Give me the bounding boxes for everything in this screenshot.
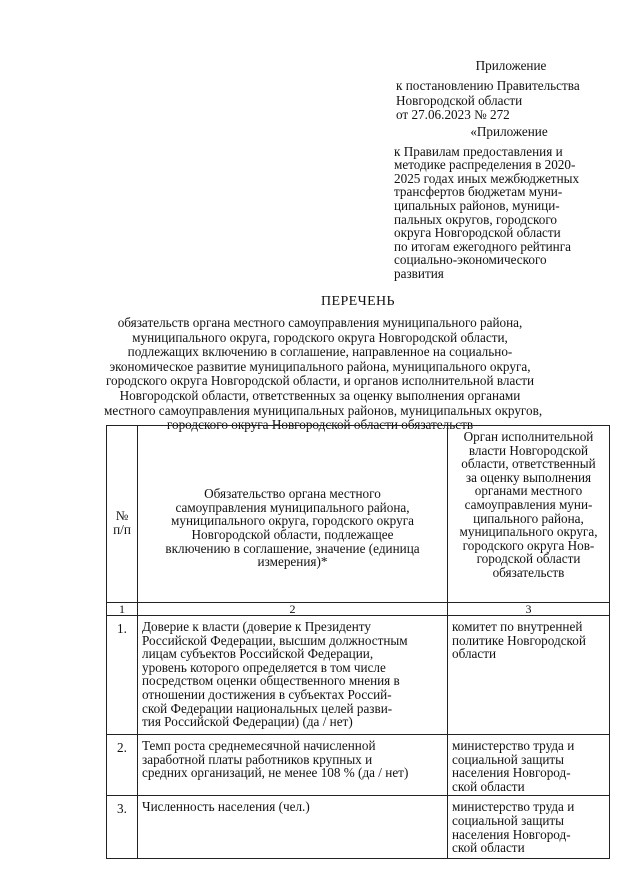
organ-line: населения Новгород- <box>452 826 571 842</box>
document-subtitle <box>104 315 543 433</box>
header-obligation-line: включению в соглашение, значение (единица <box>165 540 420 556</box>
header-organ-line: Орган исполнительной <box>463 429 594 444</box>
column-number: 3 <box>448 603 610 616</box>
obligation-line: средних организаций, не менее 108 % (да / нет) <box>142 765 409 781</box>
subtitle-line: подлежащих включению в соглашение, направленное на социально- <box>127 344 513 360</box>
header-obligation-line: самоуправления муниципального района, <box>175 499 410 515</box>
rules-line: округа Новгородской области <box>394 225 561 241</box>
document-title: ПЕРЕЧЕНЬ <box>321 294 395 309</box>
organ-line: политике Новгородской <box>452 632 586 648</box>
resolution-line: от 27.06.2023 № 272 <box>396 106 510 122</box>
table-row <box>107 616 610 735</box>
organ-line: министерство труда и <box>452 738 575 753</box>
subtitle-line: городского округа Новгородской области, и органов исполнительной власти <box>105 373 535 389</box>
organ-line: социальной защиты <box>452 812 565 828</box>
rules-line: социально-экономического <box>394 252 547 268</box>
obligation-line: уровень которого определяется в том числе <box>142 659 386 675</box>
header-obligation-line: муниципального округа, городского округа <box>171 513 414 529</box>
subtitle-line: экономическое развитие муниципального района, муниципального округа, <box>109 358 531 374</box>
table-row <box>107 796 610 859</box>
row-organ <box>448 796 610 859</box>
obligation-line: Российской Федерации, высшим должностным <box>142 632 408 648</box>
subtitle-line: местного самоуправления муниципальных районов, муниципальных округов, <box>104 402 543 418</box>
rules-line: ципальных районов, муници- <box>394 197 560 213</box>
row-obligation <box>138 616 448 735</box>
header-organ-line: обязательств <box>492 564 565 580</box>
row-obligation <box>138 796 448 859</box>
obligations-table <box>106 425 610 859</box>
header-num-line: № <box>115 508 129 524</box>
header-organ-line: области, ответственный <box>461 456 596 472</box>
header-organ-line: за оценку выполнения <box>465 469 592 485</box>
obligation-line: Доверие к власти (доверие к Президенту <box>142 619 371 634</box>
appendix-header <box>396 59 626 122</box>
organ-line: ской области <box>452 840 525 856</box>
subtitle-line: обязательств органа местного самоуправления муниципального района, <box>117 315 523 330</box>
organ-line: ской области <box>452 778 525 794</box>
organ-line: министерство труда и <box>452 799 575 815</box>
rules-line: методике распределения в 2020- <box>394 157 576 173</box>
table-header-row <box>107 426 610 603</box>
header-organ-line: органами местного <box>474 483 583 499</box>
column-number: 1 <box>107 603 138 616</box>
row-number: 2. <box>107 735 138 796</box>
obligation-line: ской Федерации национальных целей разви- <box>142 700 393 716</box>
resolution-line: к постановлению Правительства <box>396 78 580 94</box>
obligation-line: заработной платы работников крупных и <box>142 751 373 767</box>
header-num <box>107 426 138 603</box>
subtitle-line: муниципального округа, городского округа Новгородской области, <box>132 329 508 345</box>
header-organ-line: муниципального округа, <box>459 524 598 540</box>
organ-line: населения Новгород- <box>452 765 571 781</box>
appendix-label: Приложение <box>475 58 547 73</box>
organ-line: области <box>452 646 497 662</box>
column-number-row <box>107 603 610 616</box>
obligation-line: Темп роста среднемесячной начисленной <box>142 738 376 753</box>
header-obligation-line: Новгородской области, подлежащее <box>191 527 394 542</box>
organ-line: социальной защиты <box>452 751 565 767</box>
rules-line: развития <box>394 265 444 281</box>
organ-line: комитет по внутренней <box>452 619 583 634</box>
obligation-line: отношении достижения в субъектах Россий- <box>142 686 392 702</box>
header-num-line: п/п <box>113 522 131 537</box>
column-number: 2 <box>138 603 448 616</box>
header-organ-line: городской области <box>476 551 581 567</box>
header-organ-line: городского округа Нов- <box>462 537 595 553</box>
header-organ-line: самоуправления муни- <box>464 496 593 512</box>
obligation-line: посредством оценки общественного мнения в <box>142 673 400 689</box>
obligation-line: тия Российской Федерации) (да / нет) <box>142 714 353 730</box>
row-number: 1. <box>107 616 138 735</box>
rules-appendix-label: «Приложение <box>470 124 548 139</box>
row-number: 3. <box>107 796 138 859</box>
header-obligation-line: измерения)* <box>257 554 328 570</box>
header-organ-line: власти Новгородской <box>468 442 589 458</box>
rules-appendix-header <box>394 125 624 281</box>
header-organ-line: ципального района, <box>473 510 584 526</box>
subtitle-line: Новгородской области, ответственных за оценку выполнения органами <box>119 387 521 403</box>
rules-line: 2025 годах иных межбюджетных <box>394 170 580 186</box>
obligation-line: лицам субъектов Российской Федерации, <box>142 646 374 662</box>
obligation-line: Численность населения (чел.) <box>142 799 310 815</box>
rules-line: трансфертов бюджетам муни- <box>394 184 563 200</box>
header-organ <box>448 426 610 603</box>
header-obligation <box>138 426 448 603</box>
header-obligation-line: Обязательство органа местного <box>204 486 381 502</box>
subtitle-line: городского округа Новгородской области обязательств <box>166 417 474 433</box>
rules-line: к Правилам предоставления и <box>394 143 563 159</box>
rules-line: пальных округов, городского <box>394 211 557 227</box>
resolution-line: Новгородской области <box>396 92 523 108</box>
row-organ <box>448 735 610 796</box>
row-organ <box>448 616 610 735</box>
rules-line: по итогам ежегодного рейтинга <box>394 238 572 254</box>
row-obligation <box>138 735 448 796</box>
table-row <box>107 735 610 796</box>
